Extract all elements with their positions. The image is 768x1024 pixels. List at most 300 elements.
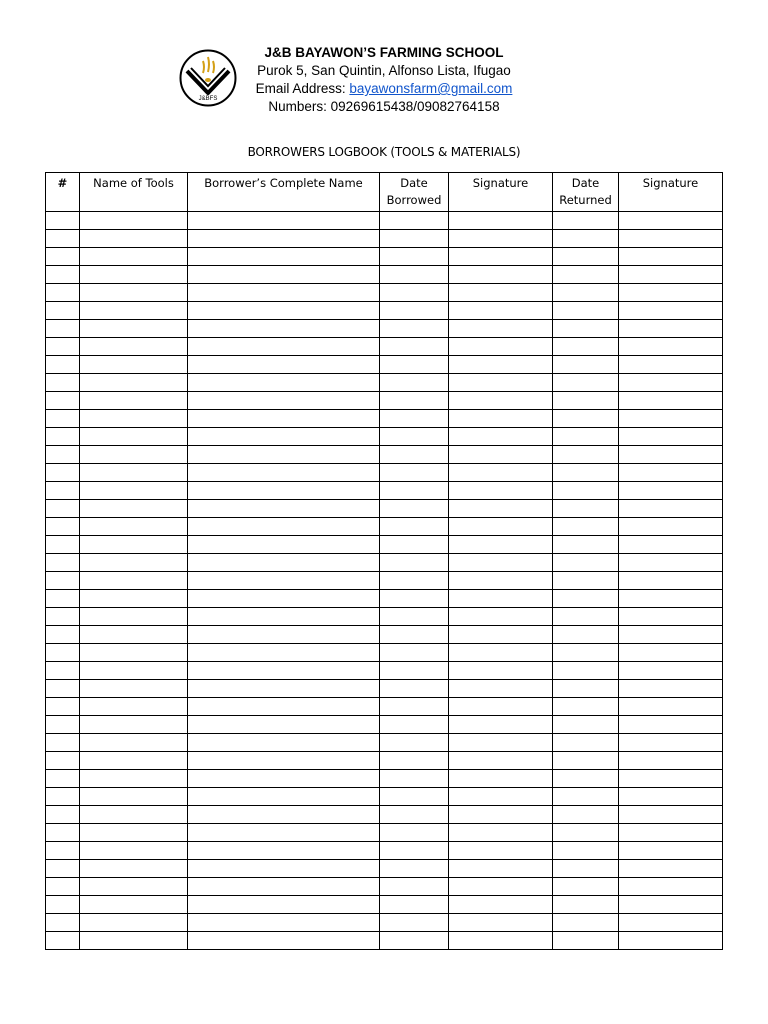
table-cell[interactable] (553, 788, 619, 806)
table-cell[interactable] (553, 572, 619, 590)
table-row (46, 608, 723, 626)
table-cell[interactable] (553, 356, 619, 374)
table-cell[interactable] (449, 644, 553, 662)
table-cell[interactable] (553, 500, 619, 518)
table-cell[interactable] (80, 734, 188, 752)
table-cell[interactable] (188, 518, 380, 536)
table-cell[interactable] (449, 356, 553, 374)
table-cell[interactable] (619, 392, 723, 410)
table-cell[interactable] (80, 914, 188, 932)
table-cell[interactable] (46, 716, 80, 734)
table-cell[interactable] (553, 230, 619, 248)
table-cell[interactable] (619, 680, 723, 698)
table-cell[interactable] (380, 590, 449, 608)
table-cell[interactable] (619, 320, 723, 338)
table-cell[interactable] (80, 788, 188, 806)
table-cell[interactable] (46, 356, 80, 374)
table-cell[interactable] (553, 770, 619, 788)
table-cell[interactable] (619, 698, 723, 716)
table-cell[interactable] (619, 860, 723, 878)
table-cell[interactable] (553, 338, 619, 356)
table-cell[interactable] (46, 914, 80, 932)
table-cell[interactable] (380, 356, 449, 374)
table-cell[interactable] (188, 932, 380, 950)
table-cell[interactable] (188, 662, 380, 680)
table-cell[interactable] (619, 356, 723, 374)
table-cell[interactable] (449, 482, 553, 500)
table-cell[interactable] (619, 932, 723, 950)
table-cell[interactable] (449, 752, 553, 770)
table-cell[interactable] (188, 284, 380, 302)
table-cell[interactable] (619, 266, 723, 284)
table-cell[interactable] (553, 896, 619, 914)
table-cell[interactable] (619, 518, 723, 536)
table-cell[interactable] (619, 914, 723, 932)
table-cell[interactable] (449, 266, 553, 284)
email-link[interactable]: bayawonsfarm@gmail.com (349, 81, 513, 96)
table-cell[interactable] (80, 230, 188, 248)
table-cell[interactable] (380, 608, 449, 626)
table-cell[interactable] (80, 302, 188, 320)
table-cell[interactable] (449, 320, 553, 338)
table-cell[interactable] (619, 554, 723, 572)
table-cell[interactable] (380, 518, 449, 536)
table-cell[interactable] (80, 212, 188, 230)
table-cell[interactable] (449, 914, 553, 932)
table-cell[interactable] (188, 374, 380, 392)
table-cell[interactable] (553, 824, 619, 842)
table-cell[interactable] (449, 572, 553, 590)
table-cell[interactable] (80, 770, 188, 788)
table-row (46, 500, 723, 518)
table-cell[interactable] (619, 248, 723, 266)
table-cell[interactable] (553, 536, 619, 554)
table-cell[interactable] (188, 410, 380, 428)
table-cell[interactable] (380, 554, 449, 572)
table-cell[interactable] (80, 590, 188, 608)
table-cell[interactable] (80, 338, 188, 356)
table-cell[interactable] (80, 752, 188, 770)
table-cell[interactable] (188, 446, 380, 464)
table-cell[interactable] (619, 338, 723, 356)
table-cell[interactable] (553, 752, 619, 770)
table-cell[interactable] (46, 770, 80, 788)
table-row (46, 698, 723, 716)
table-cell[interactable] (449, 842, 553, 860)
table-cell[interactable] (553, 590, 619, 608)
table-cell[interactable] (449, 626, 553, 644)
table-cell[interactable] (46, 680, 80, 698)
table-cell[interactable] (46, 266, 80, 284)
table-cell[interactable] (46, 248, 80, 266)
table-cell[interactable] (553, 860, 619, 878)
table-cell[interactable] (80, 644, 188, 662)
borrowers-log-table (45, 172, 723, 950)
table-cell[interactable] (553, 608, 619, 626)
table-cell[interactable] (619, 608, 723, 626)
table-cell[interactable] (553, 284, 619, 302)
table-cell[interactable] (619, 302, 723, 320)
table-cell[interactable] (449, 410, 553, 428)
table-cell[interactable] (188, 464, 380, 482)
table-cell[interactable] (553, 482, 619, 500)
table-cell[interactable] (46, 662, 80, 680)
table-cell[interactable] (449, 338, 553, 356)
table-cell[interactable] (80, 698, 188, 716)
table-cell[interactable] (553, 842, 619, 860)
table-cell[interactable] (188, 824, 380, 842)
table-cell[interactable] (188, 554, 380, 572)
table-cell[interactable] (80, 320, 188, 338)
table-row (46, 860, 723, 878)
table-cell[interactable] (46, 374, 80, 392)
table-cell[interactable] (553, 698, 619, 716)
table-cell[interactable] (46, 932, 80, 950)
table-cell[interactable] (449, 248, 553, 266)
table-cell[interactable] (380, 698, 449, 716)
table-row (46, 338, 723, 356)
table-cell[interactable] (188, 680, 380, 698)
table-cell[interactable] (553, 662, 619, 680)
table-cell[interactable] (449, 428, 553, 446)
table-cell[interactable] (188, 698, 380, 716)
table-cell[interactable] (188, 914, 380, 932)
table-cell[interactable] (80, 464, 188, 482)
table-cell[interactable] (188, 356, 380, 374)
table-cell[interactable] (449, 860, 553, 878)
table-cell[interactable] (380, 302, 449, 320)
table-cell[interactable] (619, 716, 723, 734)
table-cell[interactable] (80, 392, 188, 410)
table-cell[interactable] (80, 896, 188, 914)
table-cell[interactable] (553, 410, 619, 428)
table-cell[interactable] (619, 590, 723, 608)
table-cell[interactable] (188, 788, 380, 806)
table-cell[interactable] (449, 770, 553, 788)
table-cell[interactable] (46, 320, 80, 338)
table-cell[interactable] (188, 608, 380, 626)
table-cell[interactable] (619, 428, 723, 446)
table-cell[interactable] (80, 716, 188, 734)
table-cell[interactable] (80, 248, 188, 266)
table-cell[interactable] (619, 896, 723, 914)
table-cell[interactable] (619, 824, 723, 842)
table-cell[interactable] (46, 806, 80, 824)
table-cell[interactable] (80, 878, 188, 896)
table-cell[interactable] (80, 680, 188, 698)
table-cell[interactable] (46, 896, 80, 914)
table-cell[interactable] (46, 212, 80, 230)
table-cell[interactable] (553, 446, 619, 464)
table-cell[interactable] (553, 428, 619, 446)
table-cell[interactable] (449, 788, 553, 806)
table-cell[interactable] (188, 626, 380, 644)
table-cell[interactable] (80, 410, 188, 428)
table-cell[interactable] (46, 302, 80, 320)
table-cell[interactable] (380, 338, 449, 356)
table-cell[interactable] (380, 806, 449, 824)
table-cell[interactable] (619, 788, 723, 806)
table-cell[interactable] (449, 464, 553, 482)
table-cell[interactable] (449, 302, 553, 320)
table-cell[interactable] (449, 662, 553, 680)
table-cell[interactable] (380, 770, 449, 788)
table-cell[interactable] (80, 932, 188, 950)
table-cell[interactable] (449, 734, 553, 752)
table-cell[interactable] (46, 518, 80, 536)
table-cell[interactable] (46, 752, 80, 770)
table-cell[interactable] (619, 752, 723, 770)
table-cell[interactable] (188, 878, 380, 896)
table-cell[interactable] (188, 752, 380, 770)
table-cell[interactable] (188, 860, 380, 878)
table-cell[interactable] (449, 230, 553, 248)
table-cell[interactable] (46, 500, 80, 518)
table-cell[interactable] (553, 806, 619, 824)
table-cell[interactable] (553, 644, 619, 662)
table-cell[interactable] (619, 536, 723, 554)
table-cell[interactable] (380, 428, 449, 446)
table-cell[interactable] (553, 626, 619, 644)
table-cell[interactable] (188, 302, 380, 320)
table-cell[interactable] (380, 500, 449, 518)
table-cell[interactable] (380, 788, 449, 806)
table-cell[interactable] (80, 626, 188, 644)
table-row (46, 410, 723, 428)
table-cell[interactable] (380, 824, 449, 842)
table-cell[interactable] (188, 392, 380, 410)
table-cell[interactable] (80, 428, 188, 446)
table-cell[interactable] (553, 878, 619, 896)
table-cell[interactable] (46, 572, 80, 590)
table-cell[interactable] (449, 896, 553, 914)
table-cell[interactable] (188, 230, 380, 248)
table-cell[interactable] (46, 338, 80, 356)
table-cell[interactable] (380, 446, 449, 464)
table-cell[interactable] (188, 428, 380, 446)
table-cell[interactable] (46, 644, 80, 662)
table-cell[interactable] (449, 500, 553, 518)
table-cell[interactable] (619, 626, 723, 644)
table-cell[interactable] (380, 752, 449, 770)
table-cell[interactable] (46, 446, 80, 464)
table-cell[interactable] (380, 662, 449, 680)
table-cell[interactable] (80, 284, 188, 302)
table-cell[interactable] (553, 716, 619, 734)
table-cell[interactable] (188, 320, 380, 338)
table-cell[interactable] (80, 536, 188, 554)
table-cell[interactable] (46, 842, 80, 860)
table-cell[interactable] (380, 644, 449, 662)
table-cell[interactable] (46, 464, 80, 482)
table-cell[interactable] (553, 464, 619, 482)
table-cell[interactable] (553, 554, 619, 572)
table-cell[interactable] (80, 572, 188, 590)
table-cell[interactable] (380, 212, 449, 230)
table-cell[interactable] (553, 932, 619, 950)
table-cell[interactable] (80, 446, 188, 464)
table-cell[interactable] (449, 554, 553, 572)
table-cell[interactable] (46, 554, 80, 572)
table-cell[interactable] (553, 734, 619, 752)
table-cell[interactable] (380, 734, 449, 752)
table-cell[interactable] (553, 320, 619, 338)
table-cell[interactable] (188, 338, 380, 356)
table-cell[interactable] (46, 698, 80, 716)
table-cell[interactable] (80, 500, 188, 518)
table-cell[interactable] (619, 212, 723, 230)
table-cell[interactable] (46, 590, 80, 608)
table-cell[interactable] (188, 842, 380, 860)
table-cell[interactable] (46, 608, 80, 626)
table-cell[interactable] (553, 212, 619, 230)
table-cell[interactable] (380, 896, 449, 914)
table-row (46, 770, 723, 788)
table-cell[interactable] (80, 662, 188, 680)
table-row (46, 878, 723, 896)
table-cell[interactable] (380, 392, 449, 410)
table-cell[interactable] (188, 572, 380, 590)
table-cell[interactable] (80, 374, 188, 392)
table-cell[interactable] (80, 554, 188, 572)
table-cell[interactable] (188, 806, 380, 824)
table-cell[interactable] (619, 806, 723, 824)
table-cell[interactable] (46, 536, 80, 554)
table-cell[interactable] (449, 392, 553, 410)
table-cell[interactable] (619, 482, 723, 500)
table-cell[interactable] (46, 428, 80, 446)
table-cell[interactable] (380, 410, 449, 428)
table-cell[interactable] (188, 482, 380, 500)
table-cell[interactable] (619, 842, 723, 860)
table-cell[interactable] (449, 284, 553, 302)
table-cell[interactable] (380, 914, 449, 932)
table-cell[interactable] (380, 626, 449, 644)
table-cell[interactable] (380, 932, 449, 950)
table-cell[interactable] (619, 734, 723, 752)
table-cell[interactable] (188, 266, 380, 284)
table-cell[interactable] (449, 446, 553, 464)
table-cell[interactable] (380, 464, 449, 482)
table-cell[interactable] (619, 662, 723, 680)
table-cell[interactable] (619, 500, 723, 518)
table-cell[interactable] (46, 878, 80, 896)
table-cell[interactable] (619, 770, 723, 788)
table-cell[interactable] (188, 770, 380, 788)
table-cell[interactable] (188, 896, 380, 914)
table-cell[interactable] (46, 860, 80, 878)
table-cell[interactable] (80, 356, 188, 374)
table-cell[interactable] (80, 824, 188, 842)
table-cell[interactable] (46, 626, 80, 644)
table-cell[interactable] (188, 716, 380, 734)
table-cell[interactable] (619, 284, 723, 302)
column-header-borrower-name: Borrower’s Complete Name (188, 173, 380, 212)
table-cell[interactable] (380, 842, 449, 860)
table-cell[interactable] (380, 248, 449, 266)
table-cell[interactable] (380, 266, 449, 284)
table-header-row (46, 173, 723, 212)
table-cell[interactable] (46, 230, 80, 248)
table-cell[interactable] (449, 806, 553, 824)
table-cell[interactable] (380, 374, 449, 392)
table-cell[interactable] (380, 536, 449, 554)
table-cell[interactable] (619, 410, 723, 428)
table-cell[interactable] (449, 698, 553, 716)
table-cell[interactable] (380, 482, 449, 500)
table-cell[interactable] (449, 374, 553, 392)
table-cell[interactable] (619, 644, 723, 662)
table-cell[interactable] (619, 374, 723, 392)
table-cell[interactable] (553, 266, 619, 284)
table-cell[interactable] (380, 284, 449, 302)
table-cell[interactable] (380, 878, 449, 896)
table-cell[interactable] (449, 608, 553, 626)
table-cell[interactable] (46, 410, 80, 428)
table-cell[interactable] (553, 518, 619, 536)
table-cell[interactable] (380, 230, 449, 248)
table-cell[interactable] (188, 590, 380, 608)
table-cell[interactable] (80, 518, 188, 536)
email-label: Email Address: (255, 81, 350, 96)
table-cell[interactable] (449, 680, 553, 698)
table-cell[interactable] (619, 572, 723, 590)
table-cell[interactable] (619, 464, 723, 482)
table-cell[interactable] (46, 824, 80, 842)
table-cell[interactable] (188, 500, 380, 518)
table-cell[interactable] (80, 806, 188, 824)
table-cell[interactable] (188, 248, 380, 266)
table-cell[interactable] (380, 572, 449, 590)
table-cell[interactable] (449, 824, 553, 842)
table-cell[interactable] (380, 320, 449, 338)
table-cell[interactable] (46, 392, 80, 410)
table-cell[interactable] (449, 716, 553, 734)
table-cell[interactable] (188, 212, 380, 230)
table-cell[interactable] (553, 680, 619, 698)
table-cell[interactable] (553, 302, 619, 320)
table-cell[interactable] (553, 392, 619, 410)
table-cell[interactable] (619, 230, 723, 248)
table-cell[interactable] (46, 284, 80, 302)
table-cell[interactable] (449, 518, 553, 536)
table-cell[interactable] (449, 878, 553, 896)
table-cell[interactable] (46, 788, 80, 806)
table-cell[interactable] (80, 860, 188, 878)
table-cell[interactable] (553, 914, 619, 932)
table-cell[interactable] (188, 536, 380, 554)
table-cell[interactable] (380, 860, 449, 878)
table-cell[interactable] (449, 536, 553, 554)
table-cell[interactable] (449, 590, 553, 608)
table-cell[interactable] (553, 374, 619, 392)
table-cell[interactable] (553, 248, 619, 266)
table-cell[interactable] (188, 644, 380, 662)
table-cell[interactable] (619, 878, 723, 896)
table-cell[interactable] (80, 482, 188, 500)
table-cell[interactable] (188, 734, 380, 752)
table-cell[interactable] (449, 212, 553, 230)
table-cell[interactable] (80, 842, 188, 860)
table-cell[interactable] (80, 608, 188, 626)
table-cell[interactable] (380, 680, 449, 698)
table-cell[interactable] (619, 446, 723, 464)
table-cell[interactable] (46, 734, 80, 752)
table-cell[interactable] (380, 716, 449, 734)
table-cell[interactable] (46, 482, 80, 500)
table-cell[interactable] (449, 932, 553, 950)
table-cell[interactable] (80, 266, 188, 284)
